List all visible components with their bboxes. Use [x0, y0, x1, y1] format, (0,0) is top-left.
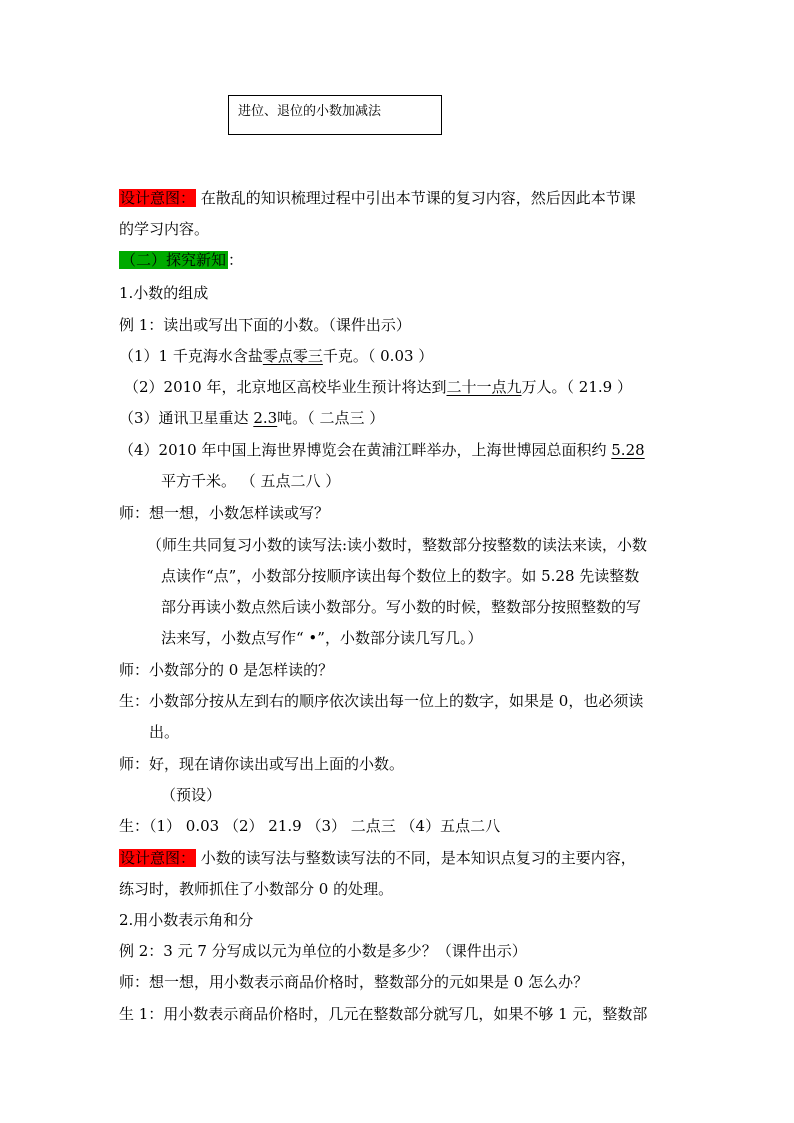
review-line-4: 法来写，小数点写作“ •”，小数部分读几写几。） — [161, 629, 483, 647]
teacher-line-1: 师：想一想，小数怎样读或写？ — [119, 504, 330, 522]
teacher-line-2: 师：小数部分的 0 是怎样读的？ — [119, 661, 334, 679]
item-1 — [119, 346, 433, 366]
design-intent-1-cont: 的学习内容。 — [119, 220, 210, 238]
item-3 — [119, 408, 384, 428]
teacher-line-4: 师：想一想，用小数表示商品价格时，整数部分的元如果是 0 怎么办？ — [119, 973, 589, 991]
student-line-1-cont: 出。 — [149, 723, 180, 741]
item-underlined: 零点零三 — [262, 347, 323, 365]
review-line-2: 点读作“点”，小数部分按顺序读出每个数位上的数字。如 5.28 先读整数 — [161, 567, 640, 585]
review-line-1: （师生共同复习小数的读写法:读小数时，整数部分按整数的读法来读，小数 — [147, 536, 648, 554]
preset-label: （预设） — [161, 786, 222, 804]
section-suffix: ： — [228, 251, 244, 269]
item-underlined: 2.3 — [253, 409, 278, 427]
design-intent-tag: 设计意图： — [120, 189, 196, 207]
item-text: 千克。（ 0.03 ） — [322, 347, 434, 365]
part1-title: 1.小数的组成 — [119, 284, 209, 302]
design-intent-text: 小数的读写法与整数读写法的不同，是本知识点复习的主要内容， — [196, 849, 636, 867]
item-text: （3）通讯卫星重达 — [119, 409, 254, 427]
item-text: （2）2010 年，北京地区高校毕业生预计将达到 — [124, 378, 447, 396]
review-line-3: 部分再读小数点然后读小数部分。写小数的时候，整数部分按照整数的写 — [161, 598, 642, 616]
part2-title: 2.用小数表示角和分 — [119, 911, 254, 929]
item-2 — [124, 377, 632, 397]
design-intent-2 — [119, 848, 636, 868]
item-underlined: 二十一点九 — [446, 378, 522, 396]
item-4-cont: 平方千米。 （ 五点二八 ） — [161, 472, 341, 490]
item-text: 万人。（ 21.9 ） — [521, 378, 632, 396]
student-line-2: 生：（1） 0.03 （2） 21.9 （3） 二点三 （4）五点二八 — [119, 817, 501, 835]
student-line-3: 生 1：用小数表示商品价格时，几元在整数部分就写几，如果不够 1 元，整数部 — [119, 1005, 648, 1023]
design-intent-text: 在散乱的知识梳理过程中引出本节课的复习内容，然后因此本节课 — [200, 189, 636, 207]
item-text: 吨。（ 二点三 ） — [277, 409, 385, 427]
lesson-title: 进位、退位的小数加减法 — [238, 104, 382, 119]
lesson-title-box — [228, 95, 442, 135]
item-4 — [119, 440, 645, 460]
section-heading — [119, 250, 243, 270]
item-text: （4）2010 年中国上海世界博览会在黄浦江畔举办，上海世博园总面积约 — [119, 441, 612, 459]
example-2: 例 2：3 元 7 分写成以元为单位的小数是多少？（课件出示） — [119, 942, 527, 960]
section-tag: （二）探究新知 — [121, 251, 227, 269]
teacher-line-3: 师：好，现在请你读出或写出上面的小数。 — [119, 755, 405, 773]
example-1: 例 1：读出或写出下面的小数。（课件出示） — [119, 316, 411, 334]
design-intent-tag: 设计意图： — [120, 849, 196, 867]
item-underlined: 5.28 — [611, 441, 645, 459]
design-intent-2-cont: 练习时，教师抓住了小数部分 0 的处理。 — [119, 880, 394, 898]
design-intent-1 — [119, 188, 636, 208]
item-text: （1）1 千克海水含盐 — [119, 347, 263, 365]
student-line-1: 生：小数部分按从左到右的顺序依次读出每一位上的数字，如果是 0，也必须读 — [119, 692, 644, 710]
